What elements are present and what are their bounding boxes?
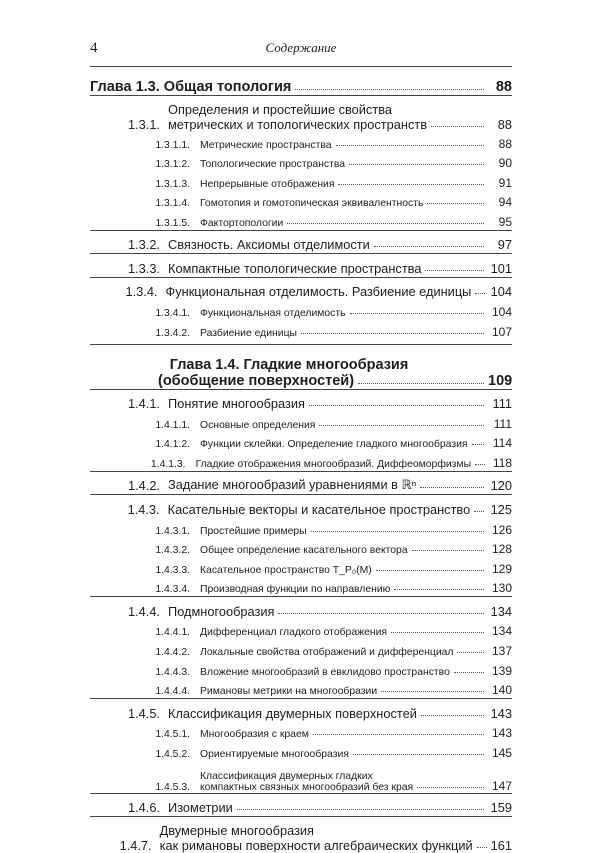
toc-title-line2: как римановы поверхности алгебраических функций	[159, 838, 473, 853]
toc-title: Локальные свойства отображений и дифференциал	[200, 647, 454, 658]
toc-entry-text	[168, 794, 488, 816]
toc-entry-text	[168, 390, 488, 412]
toc-page-number: 140	[491, 683, 512, 698]
dot-leader	[376, 570, 484, 571]
toc-entry-text	[200, 722, 488, 741]
toc-subsection[interactable]	[90, 191, 512, 211]
toc-entry-text	[200, 210, 488, 229]
toc-page-number: 107	[491, 324, 512, 339]
toc-page-number: 130	[491, 581, 512, 596]
toc-chapter[interactable]	[90, 66, 512, 95]
toc-section[interactable]	[90, 494, 512, 518]
toc-number: 1.3.1.3.	[155, 178, 190, 190]
toc-subsection[interactable]	[90, 432, 512, 452]
dot-leader	[475, 464, 485, 465]
toc-section[interactable]	[90, 793, 512, 817]
toc-title-line2-row	[160, 838, 491, 853]
toc-number: 1.3.3.	[127, 260, 160, 276]
running-header	[90, 40, 512, 67]
dot-leader	[353, 754, 484, 755]
dot-leader	[427, 203, 484, 204]
toc-title: Касательные векторы и касательное пространство	[167, 501, 471, 517]
dot-leader	[319, 425, 484, 426]
toc-page-number: 118	[492, 455, 512, 470]
dot-leader	[278, 613, 484, 614]
toc-subsection[interactable]	[90, 300, 512, 320]
dot-leader	[477, 847, 487, 848]
toc-entry-text	[200, 320, 488, 339]
toc-entry-text	[200, 412, 488, 431]
toc-page-number: 134	[490, 603, 512, 619]
toc-page-number: 139	[491, 663, 512, 678]
toc-section[interactable]	[90, 596, 512, 620]
toc-title: Ориентируемые многообразия	[200, 748, 349, 760]
toc-title: Изометрии	[168, 800, 233, 816]
toc-subsection[interactable]	[90, 132, 512, 152]
toc-number: 1.3.4.2.	[155, 327, 190, 339]
toc-title-line2-row	[168, 117, 488, 132]
toc-number: 1.4.5.2.	[155, 748, 190, 760]
toc-section[interactable]	[90, 95, 512, 132]
toc-page-number: 128	[491, 542, 512, 557]
toc-page-number: 104	[490, 284, 512, 300]
toc-number: 1.4.4.4.	[155, 686, 190, 698]
toc-number: 1.3.1.1.	[155, 139, 190, 151]
toc-page-number: 97	[497, 237, 512, 253]
toc-title-line1: Глава 1.4. Гладкие многообразия	[169, 356, 409, 373]
toc-title: Многообразия с краем	[200, 729, 309, 741]
toc-entry-text	[200, 191, 488, 210]
toc-number: 1.4.7.	[119, 838, 152, 853]
toc-title: Непрерывные отображения	[200, 178, 335, 190]
dot-leader	[358, 383, 484, 384]
toc-number: 1.4.1.	[127, 396, 160, 412]
toc-subsection[interactable]	[90, 722, 512, 742]
toc-number: 1.4.4.3.	[155, 666, 190, 678]
toc-title: Вложение многообразий в евклидово пространство	[200, 666, 450, 678]
toc-page-number: 88	[495, 79, 512, 95]
toc-title: Общее определение касательного вектора	[200, 545, 408, 557]
toc-entry-text	[200, 538, 488, 557]
toc-number: 1.4.3.2.	[155, 545, 190, 557]
toc-number: 1.3.2.	[127, 237, 160, 253]
toc-title: Функциональная отделимость	[200, 308, 346, 320]
toc-page-number: 147	[491, 778, 512, 793]
toc-title-line1: Двумерные многообразия	[159, 823, 314, 839]
toc-number: 1.4.6.	[127, 800, 160, 816]
toc-entry-text	[168, 96, 488, 132]
toc-title: Производная функции по направлению	[200, 584, 391, 596]
toc-number: 1.3.1.	[127, 117, 160, 132]
toc-entry-text	[200, 132, 488, 151]
toc-subsection[interactable]	[90, 679, 512, 699]
toc-entry-text	[168, 254, 488, 276]
toc-number: 1.4.3.	[127, 501, 160, 517]
toc-subsection[interactable]	[90, 620, 512, 640]
page-number: 4	[90, 40, 98, 56]
toc-entry-text	[168, 472, 488, 494]
dot-leader	[425, 270, 484, 271]
toc-entry-text	[200, 577, 488, 596]
toc-page-number: 126	[491, 522, 512, 537]
dot-leader	[287, 223, 484, 224]
dot-leader	[336, 145, 484, 146]
toc-page-number: 145	[491, 745, 512, 760]
toc-title: Подмногообразия	[168, 603, 275, 619]
dot-leader	[350, 313, 484, 314]
toc-title: Гомотопия и гомотопическая эквивалентность	[200, 198, 424, 210]
toc-page-number: 137	[491, 644, 512, 658]
dot-leader	[391, 632, 484, 633]
toc-page-number: 129	[491, 561, 512, 576]
toc-page-number: 143	[490, 705, 512, 721]
toc-page-number: 94	[498, 195, 512, 210]
dot-leader	[394, 589, 484, 590]
toc-page-number: 120	[490, 478, 512, 494]
toc-page-number: 114	[492, 436, 512, 451]
toc-title: Разбиение единицы	[200, 327, 298, 339]
toc-subsection[interactable]	[90, 659, 512, 679]
toc-number: 1.4.4.1.	[155, 627, 190, 639]
dot-leader	[431, 126, 484, 127]
toc-entry-text	[166, 278, 490, 300]
table-of-contents	[90, 66, 512, 853]
toc-title-line2-row	[90, 373, 488, 389]
toc-title: Топологические пространства	[200, 159, 346, 171]
toc-number: 1.4.5.	[127, 705, 160, 721]
toc-section[interactable]	[90, 816, 512, 853]
toc-entry-text	[168, 699, 488, 721]
toc-entry-text	[200, 679, 488, 698]
toc-title-line2: (обобщение поверхностей)	[158, 372, 355, 389]
dot-leader	[309, 405, 484, 406]
toc-number: 1.4.5.3.	[155, 781, 190, 793]
toc-subsection[interactable]	[90, 741, 512, 761]
toc-number: 1.4.5.1.	[155, 729, 190, 741]
toc-title-line2-row	[200, 782, 488, 793]
toc-title: Фактортопологии	[200, 217, 284, 229]
toc-subsection[interactable]	[90, 577, 512, 597]
toc-title: Классификация двумерных поверхностей	[168, 705, 417, 721]
toc-subsection[interactable]	[90, 557, 512, 577]
running-title: Содержание	[265, 40, 337, 55]
toc-entry-text	[200, 620, 488, 639]
dot-leader	[417, 787, 484, 788]
toc-title: Понятие многообразия	[168, 396, 305, 412]
dot-leader	[237, 809, 484, 810]
toc-number: 1.3.4.1.	[155, 308, 190, 320]
toc-subsection[interactable]	[90, 210, 512, 230]
toc-page-number: 159	[490, 800, 512, 816]
toc-title: Гладкие отображения многообразий. Диффеоморфизмы	[195, 458, 472, 470]
toc-entry-text	[168, 597, 488, 619]
toc-entry-text	[200, 300, 488, 319]
toc-page-number: 101	[490, 260, 512, 276]
dot-leader	[457, 652, 484, 653]
toc-section[interactable]	[90, 471, 512, 495]
toc-section[interactable]	[90, 253, 512, 277]
toc-page-number: 104	[491, 305, 512, 320]
dot-leader	[420, 487, 484, 488]
toc-section[interactable]	[90, 389, 512, 413]
toc-page-number: 125	[490, 501, 512, 517]
dot-leader	[295, 89, 484, 90]
toc-number: 1.4.3.4.	[155, 584, 190, 596]
dot-leader	[421, 715, 484, 716]
toc-entry-text	[200, 518, 488, 537]
toc-entry-text	[200, 432, 488, 451]
dot-leader	[349, 164, 484, 165]
toc-title: Простейшие примеры	[200, 525, 307, 537]
toc-page-number: 161	[490, 838, 512, 853]
toc-subsection[interactable]	[90, 761, 512, 793]
toc-subsection[interactable]	[90, 538, 512, 558]
toc-entry-text	[90, 71, 488, 95]
toc-entry-text	[196, 451, 489, 470]
toc-section[interactable]	[90, 230, 512, 254]
toc-entry-text	[200, 152, 488, 171]
toc-entry-text	[168, 231, 488, 253]
dot-leader	[374, 246, 484, 247]
toc-number: 1.3.1.4.	[155, 198, 190, 210]
toc-page-number: 88	[498, 136, 512, 151]
dot-leader	[475, 293, 485, 294]
toc-page-number: 143	[491, 726, 512, 741]
toc-page-number: 109	[488, 372, 513, 389]
toc-subsection[interactable]	[90, 171, 512, 191]
toc-title: Дифференциал гладкого отображения	[200, 627, 388, 639]
toc-title: Метрические пространства	[200, 139, 332, 151]
toc-title: Компактные топологические пространства	[168, 260, 422, 276]
toc-chapter[interactable]	[90, 344, 512, 389]
toc-number: 1.4.4.2.	[155, 647, 190, 658]
toc-title: Связность. Аксиомы отделимости	[168, 237, 370, 253]
toc-entry-text	[200, 741, 488, 760]
toc-number: 1.4.3.3.	[155, 564, 190, 576]
toc-subsection[interactable]	[90, 639, 512, 659]
toc-entry-text	[90, 349, 488, 389]
dot-leader	[338, 184, 484, 185]
toc-number: 1.4.1.3.	[150, 458, 186, 470]
toc-page-number: 88	[497, 117, 512, 132]
toc-title-line2: компактных связных многообразий без края	[200, 781, 414, 793]
toc-title-line1: Определения и простейшие свойства	[168, 102, 392, 117]
toc-entry-text	[200, 659, 488, 678]
toc-number: 1.4.1.1.	[155, 419, 190, 431]
toc-page-number: 91	[498, 175, 512, 190]
toc-entry-text	[200, 639, 488, 658]
toc-title: Функции склейки. Определение гладкого многообразия	[200, 439, 468, 451]
toc-page-number: 111	[493, 416, 512, 431]
dot-leader	[454, 672, 484, 673]
dot-leader	[472, 444, 484, 445]
toc-number: 1.3.1.2.	[155, 159, 190, 171]
toc-title: Задание многообразий уравнениями в ℝⁿ	[168, 477, 417, 493]
dot-leader	[311, 531, 484, 532]
toc-title: Глава 1.3. Общая топология	[90, 79, 292, 95]
toc-section[interactable]	[90, 277, 512, 301]
toc-title: Римановы метрики на многообразии	[200, 686, 378, 698]
toc-title: Основные определения	[200, 419, 316, 431]
toc-subsection[interactable]	[90, 320, 512, 340]
dot-leader	[313, 734, 484, 735]
toc-entry-text	[200, 761, 488, 793]
toc-subsection[interactable]	[90, 518, 512, 538]
toc-number: 1.3.1.5.	[155, 217, 190, 229]
dot-leader	[301, 333, 484, 334]
toc-number: 1.3.4.	[125, 284, 158, 300]
toc-title-line2: метрических и топологических пространств	[168, 117, 428, 132]
toc-page-number: 134	[491, 624, 512, 639]
dot-leader	[474, 511, 484, 512]
toc-title-line1: Классификация двумерных гладких	[200, 770, 373, 782]
toc-page-number: 90	[498, 156, 512, 171]
toc-number: 1.4.1.2.	[155, 439, 190, 451]
toc-entry-text	[168, 495, 489, 517]
toc-title: Функциональная отделимость. Разбиение единицы	[165, 284, 472, 300]
toc-subsection[interactable]	[90, 451, 512, 471]
toc-number: 1.4.2.	[127, 478, 160, 494]
toc-subsection[interactable]	[90, 412, 512, 432]
toc-subsection[interactable]	[90, 152, 512, 172]
toc-section[interactable]	[90, 698, 512, 722]
toc-title: Касательное пространство T_P₀(M)	[200, 564, 372, 576]
dot-leader	[412, 550, 484, 551]
toc-entry-text	[160, 817, 491, 853]
toc-page-number: 95	[498, 214, 512, 229]
toc-number: 1.4.3.1.	[155, 525, 190, 537]
toc-number: 1.4.4.	[127, 603, 160, 619]
dot-leader	[381, 691, 484, 692]
toc-page-number: 111	[492, 396, 512, 412]
toc-entry-text	[200, 557, 488, 576]
toc-entry-text	[200, 171, 488, 190]
